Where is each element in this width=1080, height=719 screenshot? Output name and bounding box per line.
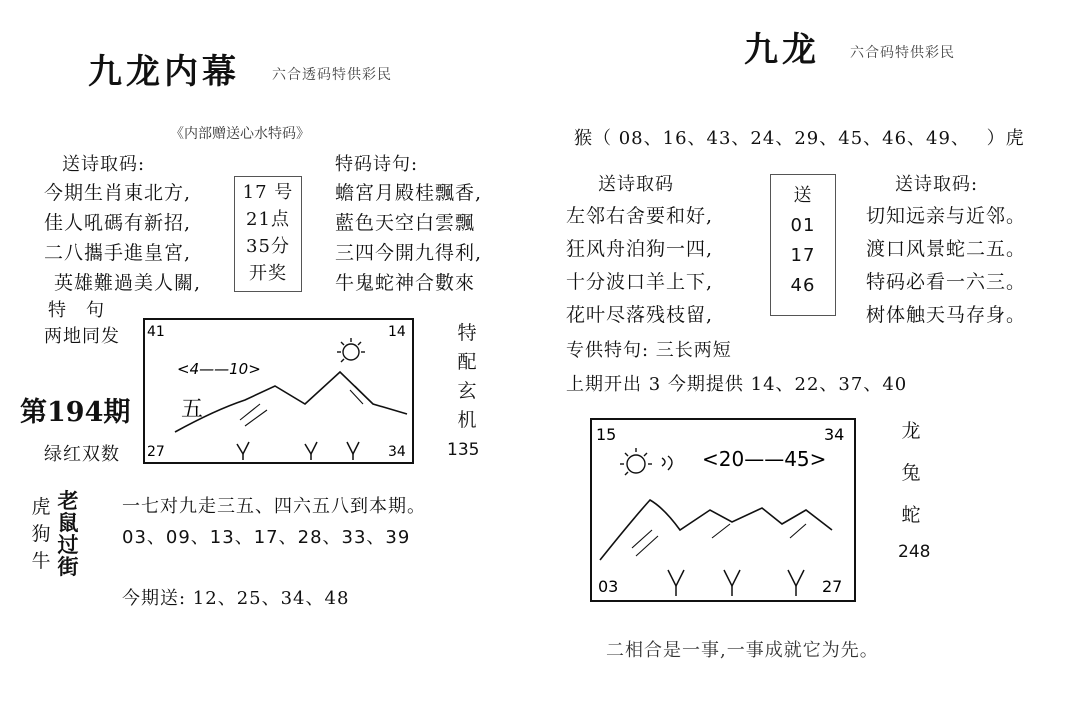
monkey-line: 猴（ 08、16、43、24、29、45、46、49、 ）虎 [574,128,1025,149]
left-verse-line: 蟾宮月殿桂飄香, [335,182,483,204]
left-verse-line: 牛鬼蛇神合數來 [335,272,476,294]
send-box-line: 送 [793,185,813,206]
draw-time-box [234,176,302,292]
right-poem-line: 左邻右舍要和好, [566,205,714,227]
mountain-ridge [600,500,832,560]
left-poem-header: 送诗取码: [62,154,146,175]
both-label: 两地同发 [44,326,120,347]
right-poem-header-left: 送诗取码 [598,174,674,195]
right-corner-tl: 15 [596,425,617,444]
mountain-ridge [175,372,407,432]
left-subtitle: 六合透码特供彩民 [272,67,392,83]
grass-icon [237,442,359,460]
zodiac-char: 狗 [31,523,51,545]
send-box [770,174,836,316]
right-poem-line: 狂风舟泊狗一四, [566,238,714,260]
left-title: 九龙内幕 [88,52,240,92]
zodiac-char: 街 [57,554,79,579]
right-arrow-text: <20——45> [702,447,827,471]
zodiac-char: 鼠 [57,510,79,535]
vertical-char: 龙 [901,420,921,442]
left-glyph: 五 [181,397,204,422]
right-subtitle: 六合码特供彩民 [850,45,955,61]
vertical-char: 特 [457,322,477,344]
send-box-line: 46 [790,275,816,296]
draw-time-line: 35分 [246,236,290,257]
vertical-char: 玄 [457,380,477,402]
right-poem-line: 特码必看一六三。 [866,271,1027,293]
right-corner-br: 27 [822,577,843,596]
right-sketch-drawing [592,420,854,600]
right-title: 九龙 [744,30,820,70]
today-send: 今期送: 12、25、34、48 [122,588,350,609]
left-arrow-text: <4——10> [177,360,261,378]
left-number-line: 03、09、13、17、28、33、39 [122,527,411,548]
vertical-char: 配 [457,351,477,373]
right-poem-line: 花叶尽落残枝留, [566,304,714,326]
right-side-number: 248 [898,542,931,562]
left-side-number: 135 [447,440,480,460]
left-poem-line: 今期生肖東北方, [44,182,192,204]
right-poem-right [866,200,1026,332]
send-box-line: 01 [790,215,816,236]
sun-icon [620,448,672,475]
mountain-hatch [240,386,371,426]
vertical-char: 蛇 [901,504,921,526]
right-poem-left [566,200,713,332]
zodiac-col-2 [54,490,82,578]
left-rhyme-line: 一七对九走三五、四六五八到本期。 [122,496,426,517]
left-poem-line: 英雄難過美人關, [54,272,202,294]
right-poem-line: 十分波口羊上下, [566,271,714,293]
special-line: 专供特句: 三长两短 [566,340,732,361]
right-corner-bl: 03 [598,577,619,596]
draw-time-line: 21点 [246,209,290,230]
zodiac-char: 过 [57,532,79,557]
left-corner-br: 34 [388,444,406,460]
left-poem-line: 佳人吼碼有新招, [44,212,192,234]
right-footer: 二相合是一事,一事成就它为先。 [606,640,879,661]
right-poem-header-right: 送诗取码: [895,174,979,195]
zodiac-col-1 [28,494,54,575]
special-label: 特 句 [48,300,105,321]
left-verse-header: 特码诗句: [335,154,419,175]
left-poem [44,178,201,298]
zodiac-char: 老 [57,488,79,513]
issue-number: 第194期 [20,397,131,428]
right-poem-line: 切知远亲与近邻。 [866,205,1027,227]
grass-icon [668,570,804,596]
draw-time-line: 开奖 [249,263,287,284]
mountain-hatch [632,524,806,556]
zodiac-char: 虎 [31,496,51,518]
right-corner-tr: 34 [824,425,845,444]
left-corner-bl: 27 [147,444,165,460]
last-issue-line: 上期开出 3 今期提供 14、22、37、40 [566,374,908,395]
send-box-line: 17 [790,245,816,266]
left-sketch [143,318,414,464]
draw-time-line: 17 号 [242,182,294,203]
right-poem-line: 树体触天马存身。 [866,304,1027,326]
left-verse [335,178,482,298]
vertical-char: 兔 [901,462,921,484]
zodiac-char: 牛 [31,550,51,572]
left-side-vertical [452,319,482,435]
left-sketch-drawing [145,320,412,462]
right-sketch [590,418,856,602]
left-verse-line: 藍色天空白雲飄 [335,212,476,234]
right-poem-line: 渡口风景蛇二五。 [866,238,1027,260]
left-corner-tr: 14 [388,324,406,340]
left-poem-line: 二八攜手進皇宮, [44,242,192,264]
right-side-vertical [896,410,926,536]
sun-icon [337,338,365,362]
left-banner: 《内部赠送心水特码》 [170,126,310,142]
left-corner-tl: 41 [147,324,165,340]
vertical-char: 机 [457,409,477,431]
left-verse-line: 三四今開九得利, [335,242,483,264]
green-red-label: 绿红双数 [44,444,120,465]
